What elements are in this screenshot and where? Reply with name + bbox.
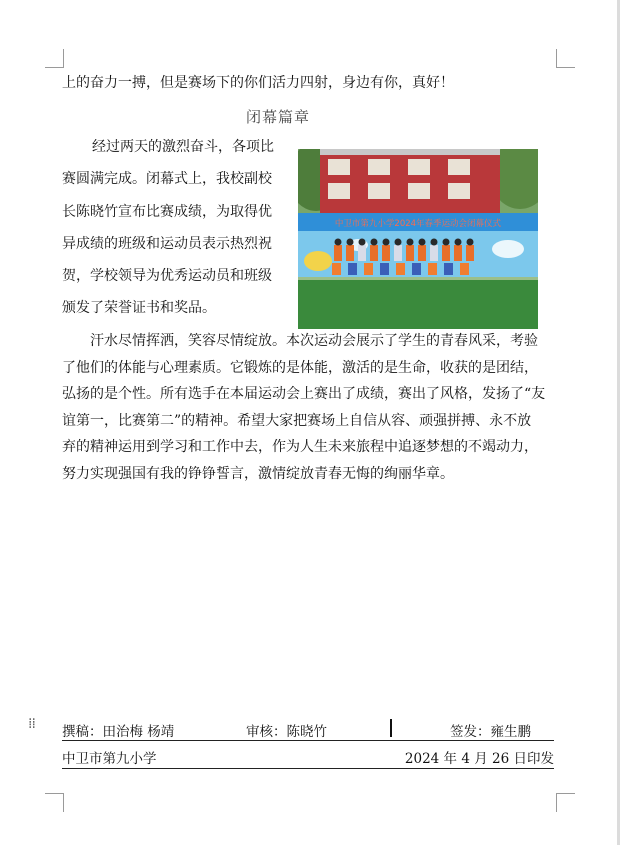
reviewer-credit: 审核：陈晓竹 <box>246 724 327 740</box>
paragraph-line: 长陈晓竹宣布比赛成绩，为取得优 <box>62 203 272 220</box>
sports-field <box>298 277 538 329</box>
closing-paragraph <box>62 136 292 330</box>
text-cursor <box>390 719 392 737</box>
paragraph-line: 了他们的体能与心理素质。它锻炼的是体能，激活的是生命，收获的是团结， <box>62 359 538 376</box>
section-heading: 闭幕篇章 <box>246 108 311 126</box>
footer-rule-lower <box>62 768 554 769</box>
summary-paragraph <box>62 330 562 489</box>
paragraph-line: 谊第一，比赛第二”的精神。希望大家把赛场上自信从容、顽强拼搏、永不放 <box>62 412 532 429</box>
paragraph-line: 汗水尽情挥洒，笑容尽情绽放。本次运动会展示了学生的青春风采，考验 <box>90 333 538 349</box>
drag-handle-icon[interactable]: ⁞⁞ <box>28 716 35 732</box>
issue-date: 2024 年 4 月 26 日印发 <box>404 751 554 767</box>
paragraph-line: 弘扬的是个性。所有选手在本届运动会上赛出了成绩，赛出了风格，发扬了“友 <box>62 386 546 402</box>
paragraph-line: 异成绩的班级和运动员表示热烈祝 <box>62 235 272 252</box>
school-name: 中卫市第九小学 <box>62 751 157 767</box>
continued-paragraph-line: 上的奋力一搏，但是赛场下的你们活力四射，身边有你，真好！ <box>62 75 454 91</box>
paragraph-line: 弃的精神运用到学习和工作中去，作为人生未来旅程中追逐梦想的不竭动力， <box>62 439 538 455</box>
banner-text: 中卫市第九小学2024年春季运动会闭幕仪式 <box>334 219 502 229</box>
footer-rule-upper <box>62 740 554 741</box>
crop-mark-top-left <box>45 49 64 68</box>
editor-credit: 撰稿：田治梅 杨靖 <box>62 724 175 740</box>
closing-ceremony-photo[interactable] <box>298 149 538 329</box>
paragraph-line: 努力实现强国有我的铮铮誓言，激情绽放青春无悔的绚丽华章。 <box>62 465 454 482</box>
crop-mark-bottom-left <box>45 793 64 812</box>
issuer-credit: 签发：雍生鹏 <box>450 724 531 740</box>
paragraph-line: 赛圆满完成。闭幕式上，我校副校 <box>62 171 272 188</box>
paragraph-line: 经过两天的激烈奋斗，各项比 <box>92 139 274 155</box>
paragraph-line: 贺，学校领导为优秀运动员和班级 <box>62 268 272 285</box>
paragraph-line: 颁发了荣誉证书和奖品。 <box>62 300 216 317</box>
crop-mark-bottom-right <box>556 793 575 812</box>
crop-mark-top-right <box>556 49 575 68</box>
